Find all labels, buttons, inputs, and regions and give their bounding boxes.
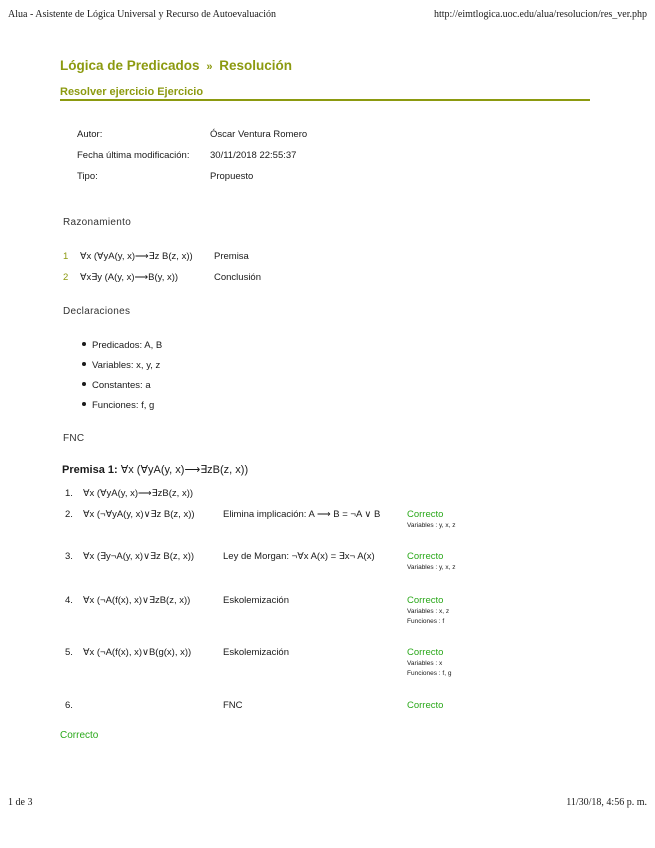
step-number: 4.: [65, 595, 73, 606]
step-variables: Variables : x, z: [407, 608, 450, 615]
step-status: Correcto: [407, 551, 444, 562]
meta-value: Propuesto: [210, 171, 254, 182]
step-number: 6.: [65, 700, 73, 711]
premisa-label: Premisa 1:: [62, 464, 118, 476]
step-rule: Eskolemización: [223, 595, 289, 606]
reasoning-type: Premisa: [214, 251, 249, 262]
reasoning-formula: ∀x (∀yA(y, x)⟶∃z B(z, x)): [80, 251, 193, 262]
reasoning-type: Conclusión: [214, 272, 261, 283]
step-formula: ∀x (¬A(f(x), x)∨B(g(x), x)): [83, 647, 192, 658]
list-item: [82, 380, 151, 391]
declaration-text: Constantes: a: [92, 380, 151, 391]
final-status: Correcto: [60, 730, 99, 741]
meta-key: Tipo:: [77, 171, 98, 182]
step-status: Correcto: [407, 509, 444, 520]
list-item: [82, 340, 162, 351]
declaration-text: Variables: x, y, z: [92, 360, 161, 371]
breadcrumb-item-logica[interactable]: Lógica de Predicados: [60, 58, 200, 73]
step-variables: Variables : y, x, z: [407, 522, 456, 529]
step-rule: Elimina implicación: A ⟶ B = ¬A ∨ B: [223, 509, 381, 520]
declaration-text: Predicados: A, B: [92, 340, 163, 351]
print-header-title: Alua - Asistente de Lógica Universal y Recurso de Autoevaluación: [8, 9, 276, 20]
step-status: Correcto: [407, 700, 444, 711]
meta-value: 30/11/2018 22:55:37: [210, 150, 297, 161]
section-heading-fnc: FNC: [63, 433, 85, 444]
reasoning-number: 2: [63, 272, 69, 283]
step-functions: Funciones : f: [407, 618, 445, 625]
breadcrumb: [60, 58, 292, 73]
step-rule: Ley de Morgan: ¬∀x A(x) = ∃x¬ A(x): [223, 551, 375, 562]
step-rule: Eskolemización: [223, 647, 289, 658]
bullet-icon: [82, 382, 86, 386]
premisa-formula: ∀x (∀yA(y, x)⟶∃zB(z, x)): [120, 464, 249, 476]
step-rule: FNC: [223, 700, 243, 711]
list-item: [82, 400, 154, 411]
print-footer: [8, 797, 647, 811]
section-heading-declaraciones: Declaraciones: [63, 306, 131, 317]
step-formula: ∀x (¬A(f(x), x)∨∃zB(z, x)): [83, 595, 191, 606]
print-header-url: http://eimtlogica.uoc.edu/alua/resolucion/res_ver.php: [434, 9, 647, 20]
bullet-icon: [82, 362, 86, 366]
step-number: 3.: [65, 551, 73, 562]
step-number: 5.: [65, 647, 73, 658]
step-number: 1.: [65, 488, 73, 499]
step-status: Correcto: [407, 595, 444, 606]
step-formula: ∀x (¬∀yA(y, x)∨∃z B(z, x)): [83, 509, 195, 520]
reasoning-formula: ∀x∃y (A(y, x)⟶B(y, x)): [80, 272, 179, 283]
meta-key: Fecha última modificación:: [77, 150, 190, 161]
step-functions: Funciones : f, g: [407, 670, 452, 677]
premisa-heading: [62, 463, 248, 476]
breadcrumb-separator: »: [206, 61, 213, 73]
page-counter: 1 de 3: [8, 797, 33, 808]
print-timestamp: 11/30/18, 4:56 p. m.: [566, 797, 647, 808]
page-subtitle: Resolver ejercicio Ejercicio: [60, 86, 590, 101]
step-variables: Variables : y, x, z: [407, 564, 456, 571]
bullet-icon: [82, 342, 86, 346]
print-header: [8, 9, 647, 23]
meta-value: Óscar Ventura Romero: [210, 129, 308, 140]
declaration-text: Funciones: f, g: [92, 400, 155, 411]
step-formula: ∀x (∃y¬A(y, x)∨∃z B(z, x)): [83, 551, 195, 562]
step-number: 2.: [65, 509, 73, 520]
step-variables: Variables : x: [407, 660, 443, 667]
meta-key: Autor:: [77, 129, 103, 140]
step-status: Correcto: [407, 647, 444, 658]
step-formula: ∀x (∀yA(y, x)⟶∃zB(z, x)): [83, 488, 194, 499]
section-heading-razonamiento: Razonamiento: [63, 217, 132, 228]
reasoning-number: 1: [63, 251, 69, 262]
bullet-icon: [82, 402, 86, 406]
breadcrumb-item-resolucion: Resolución: [219, 58, 292, 73]
list-item: [82, 360, 160, 371]
